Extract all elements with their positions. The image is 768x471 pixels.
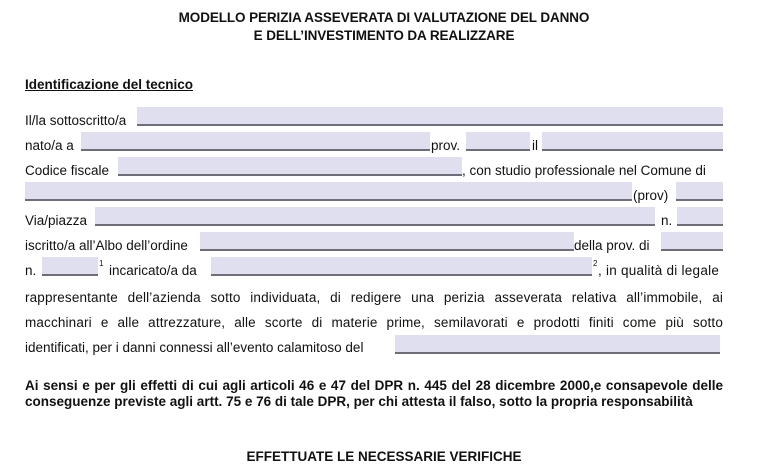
document-title-line2: E DELL’INVESTIMENTO DA REALIZZARE: [253, 28, 515, 43]
appointed-by-field[interactable]: [211, 257, 592, 276]
birthplace-field[interactable]: [81, 132, 430, 151]
studio-comune-field[interactable]: [25, 182, 632, 201]
label-appointed-by: incaricato/a da: [109, 263, 197, 278]
label-tax-code: Codice fiscale: [25, 163, 110, 178]
street-field[interactable]: [95, 207, 655, 226]
label-studio-prov: (prov): [633, 188, 669, 203]
tax-code-field[interactable]: [118, 157, 462, 176]
albo-field[interactable]: [200, 232, 574, 251]
paragraph-line-3: identificati, per i danni connessi all’evento calamitoso del: [25, 340, 364, 355]
studio-province-field[interactable]: [676, 182, 723, 201]
label-birth-prov: prov.: [431, 138, 461, 153]
declaration-paragraph: Ai sensi e per gli effetti di cui agli articoli 46 e 47 del DPR n. 445 del 28 dicembre 2000,e consapevole delle conseguenze previste agli artt. 75 e 76 di tale DPR, per chi attesta il falso, sotto la propria responsabilità: [25, 378, 723, 409]
label-registration-number: n.: [25, 263, 37, 278]
footnote-2-marker: 2: [593, 259, 598, 268]
albo-province-field[interactable]: [661, 232, 723, 251]
paragraph-line-2: macchinari e alle attrezzature, alle scorte di materie prime, semilavorati e prodotti finiti come più sotto: [25, 315, 723, 330]
street-number-field[interactable]: [677, 207, 723, 226]
label-undersigned: Il/la sottoscritto/a: [25, 113, 127, 128]
section-heading-technician: Identificazione del tecnico: [25, 77, 194, 92]
calamity-event-date-field[interactable]: [395, 335, 720, 354]
footnote-1-marker: 1: [99, 259, 104, 268]
birth-province-field[interactable]: [466, 132, 530, 151]
label-albo: iscritto/a all’Albo dell’ordine: [25, 238, 188, 253]
undersigned-name-field[interactable]: [137, 107, 723, 126]
paragraph-line-1: rappresentante dell’azienda sotto individuata, di redigere una perizia asseverata relativa all’immobile, ai: [25, 290, 723, 305]
label-albo-prov: della prov. di: [574, 238, 650, 253]
label-born-in: nato/a a: [25, 138, 74, 153]
document-title-line1: MODELLO PERIZIA ASSEVERATA DI VALUTAZIONE DEL DANNO: [178, 10, 590, 25]
label-street: Via/piazza: [25, 213, 88, 228]
label-street-number: n.: [661, 213, 673, 228]
label-studio-comune: , con studio professionale nel Comune di: [462, 163, 706, 178]
registration-number-field[interactable]: [42, 257, 98, 276]
verifications-heading: EFFETTUATE LE NECESSARIE VERIFICHE: [246, 449, 522, 464]
label-birth-date: il: [532, 138, 538, 153]
label-legal-capacity: , in qualità di legale: [598, 263, 720, 278]
birth-date-field[interactable]: [542, 132, 723, 151]
